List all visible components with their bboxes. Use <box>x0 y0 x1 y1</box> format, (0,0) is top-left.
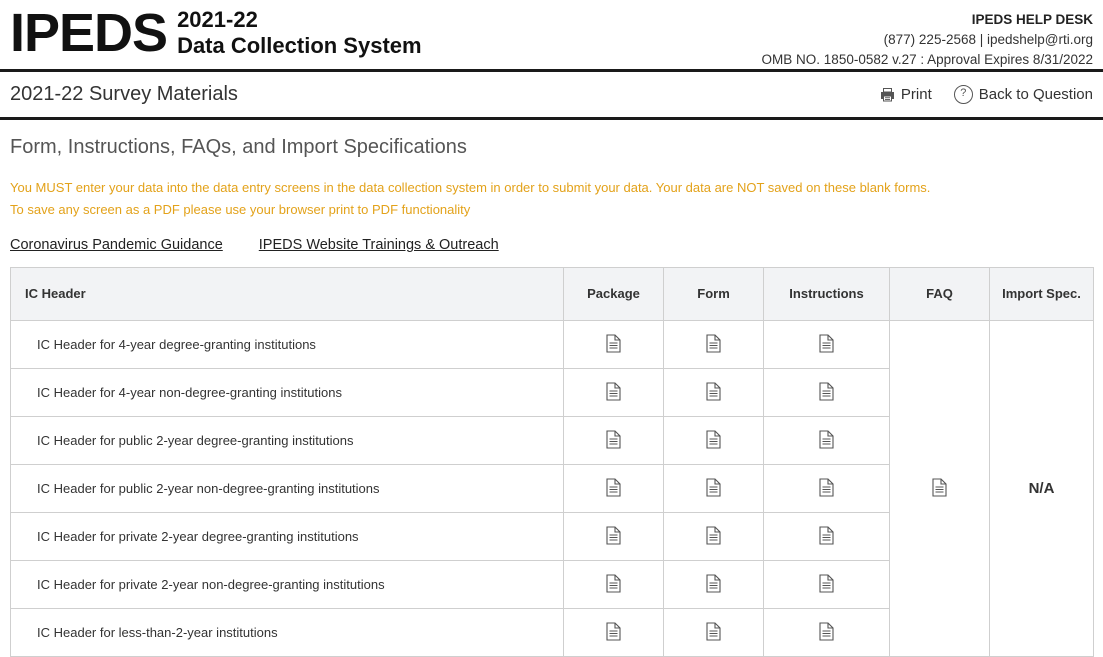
table-row <box>11 321 1094 369</box>
document-icon[interactable] <box>819 430 834 449</box>
warning-line-2: To save any screen as a PDF please use your browser print to PDF functionality <box>10 202 471 217</box>
column-header-ic-header: IC Header <box>11 268 564 321</box>
back-to-question-label: Back to Question <box>978 86 1093 103</box>
package-cell[interactable] <box>564 321 664 369</box>
form-cell[interactable] <box>664 609 764 657</box>
row-label: IC Header for 4-year non-degree-granting institutions <box>11 369 564 417</box>
row-label: IC Header for public 2-year non-degree-granting institutions <box>11 465 564 513</box>
column-header-faq: FAQ <box>890 268 990 321</box>
brand <box>10 4 422 62</box>
instructions-cell[interactable] <box>764 369 890 417</box>
link-ipeds-website-trainings-outreach[interactable]: IPEDS Website Trainings & Outreach <box>258 237 499 253</box>
table-header-row <box>11 268 1094 321</box>
link-coronavirus-pandemic-guidance[interactable]: Coronavirus Pandemic Guidance <box>10 237 223 253</box>
column-header-package: Package <box>564 268 664 321</box>
question-circle-icon: ? <box>954 85 973 104</box>
row-label: IC Header for private 2-year non-degree-granting institutions <box>11 561 564 609</box>
document-icon[interactable] <box>606 526 621 545</box>
row-label: IC Header for private 2-year degree-granting institutions <box>11 513 564 561</box>
omb-approval-text: OMB NO. 1850-0582 v.27 : Approval Expires 8/31/2022 <box>761 52 1093 67</box>
instructions-cell[interactable] <box>764 561 890 609</box>
document-icon[interactable] <box>606 334 621 353</box>
document-icon[interactable] <box>819 478 834 497</box>
brand-subtitle-line1: 2021-22 <box>177 7 258 32</box>
survey-materials-bar <box>0 72 1103 120</box>
document-icon[interactable] <box>706 334 721 353</box>
package-cell[interactable] <box>564 369 664 417</box>
table-body <box>11 321 1094 657</box>
document-icon[interactable] <box>706 622 721 641</box>
print-label: Print <box>900 86 932 103</box>
document-icon[interactable] <box>819 526 834 545</box>
document-icon[interactable] <box>606 382 621 401</box>
section-heading: Form, Instructions, FAQs, and Import Specifications <box>10 136 467 158</box>
brand-subtitle-line2: Data Collection System <box>177 33 422 58</box>
document-icon[interactable] <box>706 526 721 545</box>
row-label: IC Header for 4-year degree-granting institutions <box>11 321 564 369</box>
help-desk-block <box>762 4 1093 70</box>
survey-materials-table <box>10 267 1094 657</box>
row-label: IC Header for public 2-year degree-granting institutions <box>11 417 564 465</box>
warning-line-1: You MUST enter your data into the data entry screens in the data collection system in order to submit your data. Your data are NOT saved on these blank forms. <box>10 180 931 195</box>
instructions-cell[interactable] <box>764 417 890 465</box>
package-cell[interactable] <box>564 417 664 465</box>
form-cell[interactable] <box>664 561 764 609</box>
column-header-instructions: Instructions <box>764 268 890 321</box>
instructions-cell[interactable] <box>764 609 890 657</box>
document-icon[interactable] <box>706 382 721 401</box>
document-icon[interactable] <box>819 574 834 593</box>
form-cell[interactable] <box>664 417 764 465</box>
document-icon[interactable] <box>706 430 721 449</box>
column-header-form: Form <box>664 268 764 321</box>
faq-cell[interactable] <box>890 321 990 657</box>
brand-subtitle <box>177 7 422 59</box>
instructions-cell[interactable] <box>764 321 890 369</box>
form-cell[interactable] <box>664 513 764 561</box>
row-label: IC Header for less-than-2-year institutions <box>11 609 564 657</box>
page-header <box>0 0 1103 72</box>
package-cell[interactable] <box>564 513 664 561</box>
main-content <box>0 120 1103 657</box>
page-title: 2021-22 Survey Materials <box>10 83 238 105</box>
document-icon[interactable] <box>819 622 834 641</box>
document-icon[interactable] <box>606 478 621 497</box>
instructions-cell[interactable] <box>764 465 890 513</box>
package-cell[interactable] <box>564 465 664 513</box>
form-cell[interactable] <box>664 369 764 417</box>
document-icon[interactable] <box>606 430 621 449</box>
subheader-actions <box>880 85 1093 104</box>
help-desk-title: IPEDS HELP DESK <box>971 12 1093 27</box>
document-icon[interactable] <box>819 382 834 401</box>
package-cell[interactable] <box>564 609 664 657</box>
back-to-question-button[interactable] <box>954 85 1093 104</box>
document-icon[interactable] <box>606 622 621 641</box>
form-cell[interactable] <box>664 321 764 369</box>
document-icon[interactable] <box>706 478 721 497</box>
document-icon[interactable] <box>819 334 834 353</box>
document-icon[interactable] <box>606 574 621 593</box>
package-cell[interactable] <box>564 561 664 609</box>
form-cell[interactable] <box>664 465 764 513</box>
instructions-cell[interactable] <box>764 513 890 561</box>
print-button[interactable] <box>880 86 932 103</box>
brand-ipeds-logo: IPEDS <box>10 3 168 63</box>
import-spec-cell: N/A <box>990 321 1094 657</box>
document-icon[interactable] <box>706 574 721 593</box>
print-icon <box>880 87 895 102</box>
document-icon[interactable] <box>932 478 947 497</box>
column-header-import-spec: Import Spec. <box>990 268 1094 321</box>
resource-links <box>10 237 1093 253</box>
help-desk-contact[interactable]: (877) 225-2568 | ipedshelp@rti.org <box>883 32 1093 47</box>
